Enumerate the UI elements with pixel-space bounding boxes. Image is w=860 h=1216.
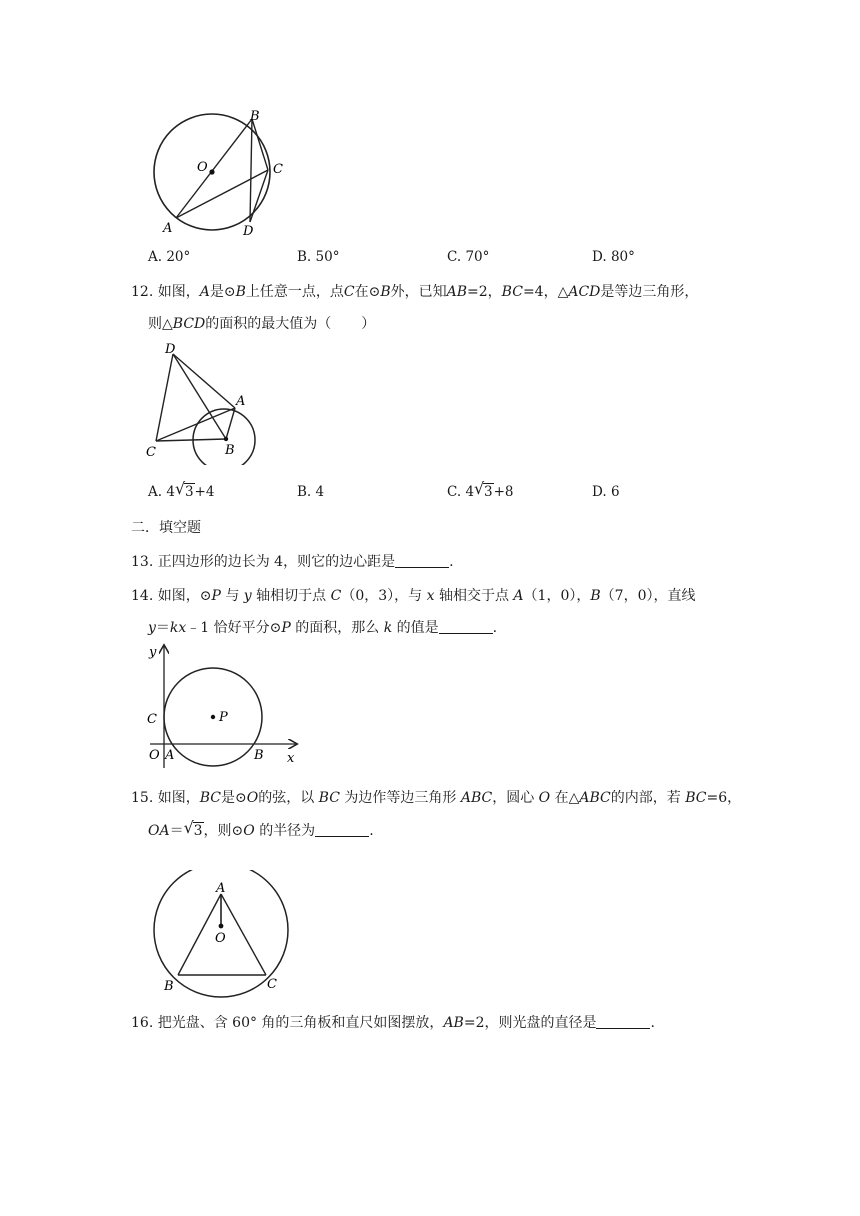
q12-option-c-sqrt: √ 3 — [474, 479, 493, 500]
q14-label-y: y — [149, 645, 157, 660]
q14-label-c: C — [147, 712, 157, 727]
q15-line-2: OA＝ √ 3，则⊙O 的半径为 . — [148, 818, 374, 839]
q15-line-1: 15. 如图，BC是⊙O的弦，以 BC 为边作等边三角形 ABC，圆心 O 在△ABC的内部，若 BC=6， — [131, 790, 742, 806]
q12-label-b: B — [225, 443, 235, 458]
q11-label-c: C — [273, 162, 283, 177]
q12-figure — [140, 335, 270, 465]
q11-label-a: A — [163, 221, 173, 236]
q12-line-ca — [156, 408, 235, 441]
q12-option-d: D. 6 — [592, 484, 620, 500]
q12-label-a: A — [236, 394, 246, 409]
q14-figure — [140, 640, 310, 775]
q15-answer-blank — [315, 822, 369, 837]
q16-answer-blank — [596, 1014, 650, 1029]
q12-line-1: 12. 如图，A是⊙B上任意一点，点C在⊙B外，已知AB=2，BC=4，△ACD是等边三角形， — [131, 284, 699, 300]
q15-label-c: C — [267, 977, 277, 992]
q14-center-dot — [211, 715, 215, 719]
q11-line-ab — [176, 119, 252, 218]
q12-option-a: A. 4 √ 3+4 — [148, 479, 215, 500]
q11-label-b: B — [250, 109, 260, 124]
q11-label-d: D — [243, 224, 254, 239]
q15-sqrt: √ 3 — [183, 818, 203, 839]
q14-label-b: B — [254, 748, 264, 763]
q12-option-b: B. 4 — [297, 484, 325, 500]
q11-line-bd — [250, 119, 252, 222]
q13-line: 13. 正四边形的边长为 4，则它的边心距是 . — [131, 554, 454, 570]
q12-line-cb — [156, 439, 226, 441]
q12-line-db — [173, 354, 226, 439]
q11-option-c: C. 70° — [447, 249, 490, 265]
q12-label-d: D — [165, 342, 176, 357]
q11-option-d: D. 80° — [592, 249, 635, 265]
section-2-title: 二．填空题 — [131, 520, 201, 536]
q12-line-da — [173, 354, 235, 408]
q14-label-x: x — [287, 751, 295, 766]
q11-option-b: B. 50° — [297, 249, 340, 265]
q12-line-dc — [156, 354, 173, 441]
q15-figure — [145, 870, 305, 1000]
q14-label-a: A — [165, 748, 175, 763]
q12-option-c: C. 4 √ 3+8 — [447, 479, 514, 500]
q14-line-1: 14. 如图，⊙P 与 y 轴相切于点 C（0，3），与 x 轴相交于点 A（1，0），B（7，0），直线 — [131, 588, 696, 604]
q15-label-b: B — [164, 979, 174, 994]
q12-line-ab — [226, 408, 235, 439]
q15-center-dot — [219, 924, 224, 929]
q11-option-a: A. 20° — [148, 249, 191, 265]
q11-center-dot — [209, 169, 214, 174]
q15-line-ac — [221, 894, 266, 975]
q11-figure — [140, 100, 300, 240]
q12-center-dot — [224, 437, 228, 441]
q12-option-a-sqrt: √ 3 — [174, 479, 194, 500]
q14-label-p: P — [219, 710, 228, 725]
q11-line-bc — [252, 119, 268, 170]
q14-line-2: y＝kx﹣1 恰好平分⊙P 的面积，那么 k 的值是 . — [148, 620, 498, 636]
q15-label-a: A — [216, 881, 226, 896]
q12-line-2: 则△BCD的面积的最大值为（ ） — [148, 316, 376, 332]
q13-answer-blank — [395, 553, 449, 568]
q11-label-o: O — [197, 160, 208, 175]
q15-label-o: O — [215, 931, 226, 946]
q14-label-o: O — [149, 748, 160, 763]
q14-answer-blank — [439, 619, 493, 634]
q16-line: 16. 把光盘、含 60° 角的三角板和直尺如图摆放，AB=2，则光盘的直径是 . — [131, 1015, 655, 1031]
q12-label-c: C — [146, 445, 156, 460]
